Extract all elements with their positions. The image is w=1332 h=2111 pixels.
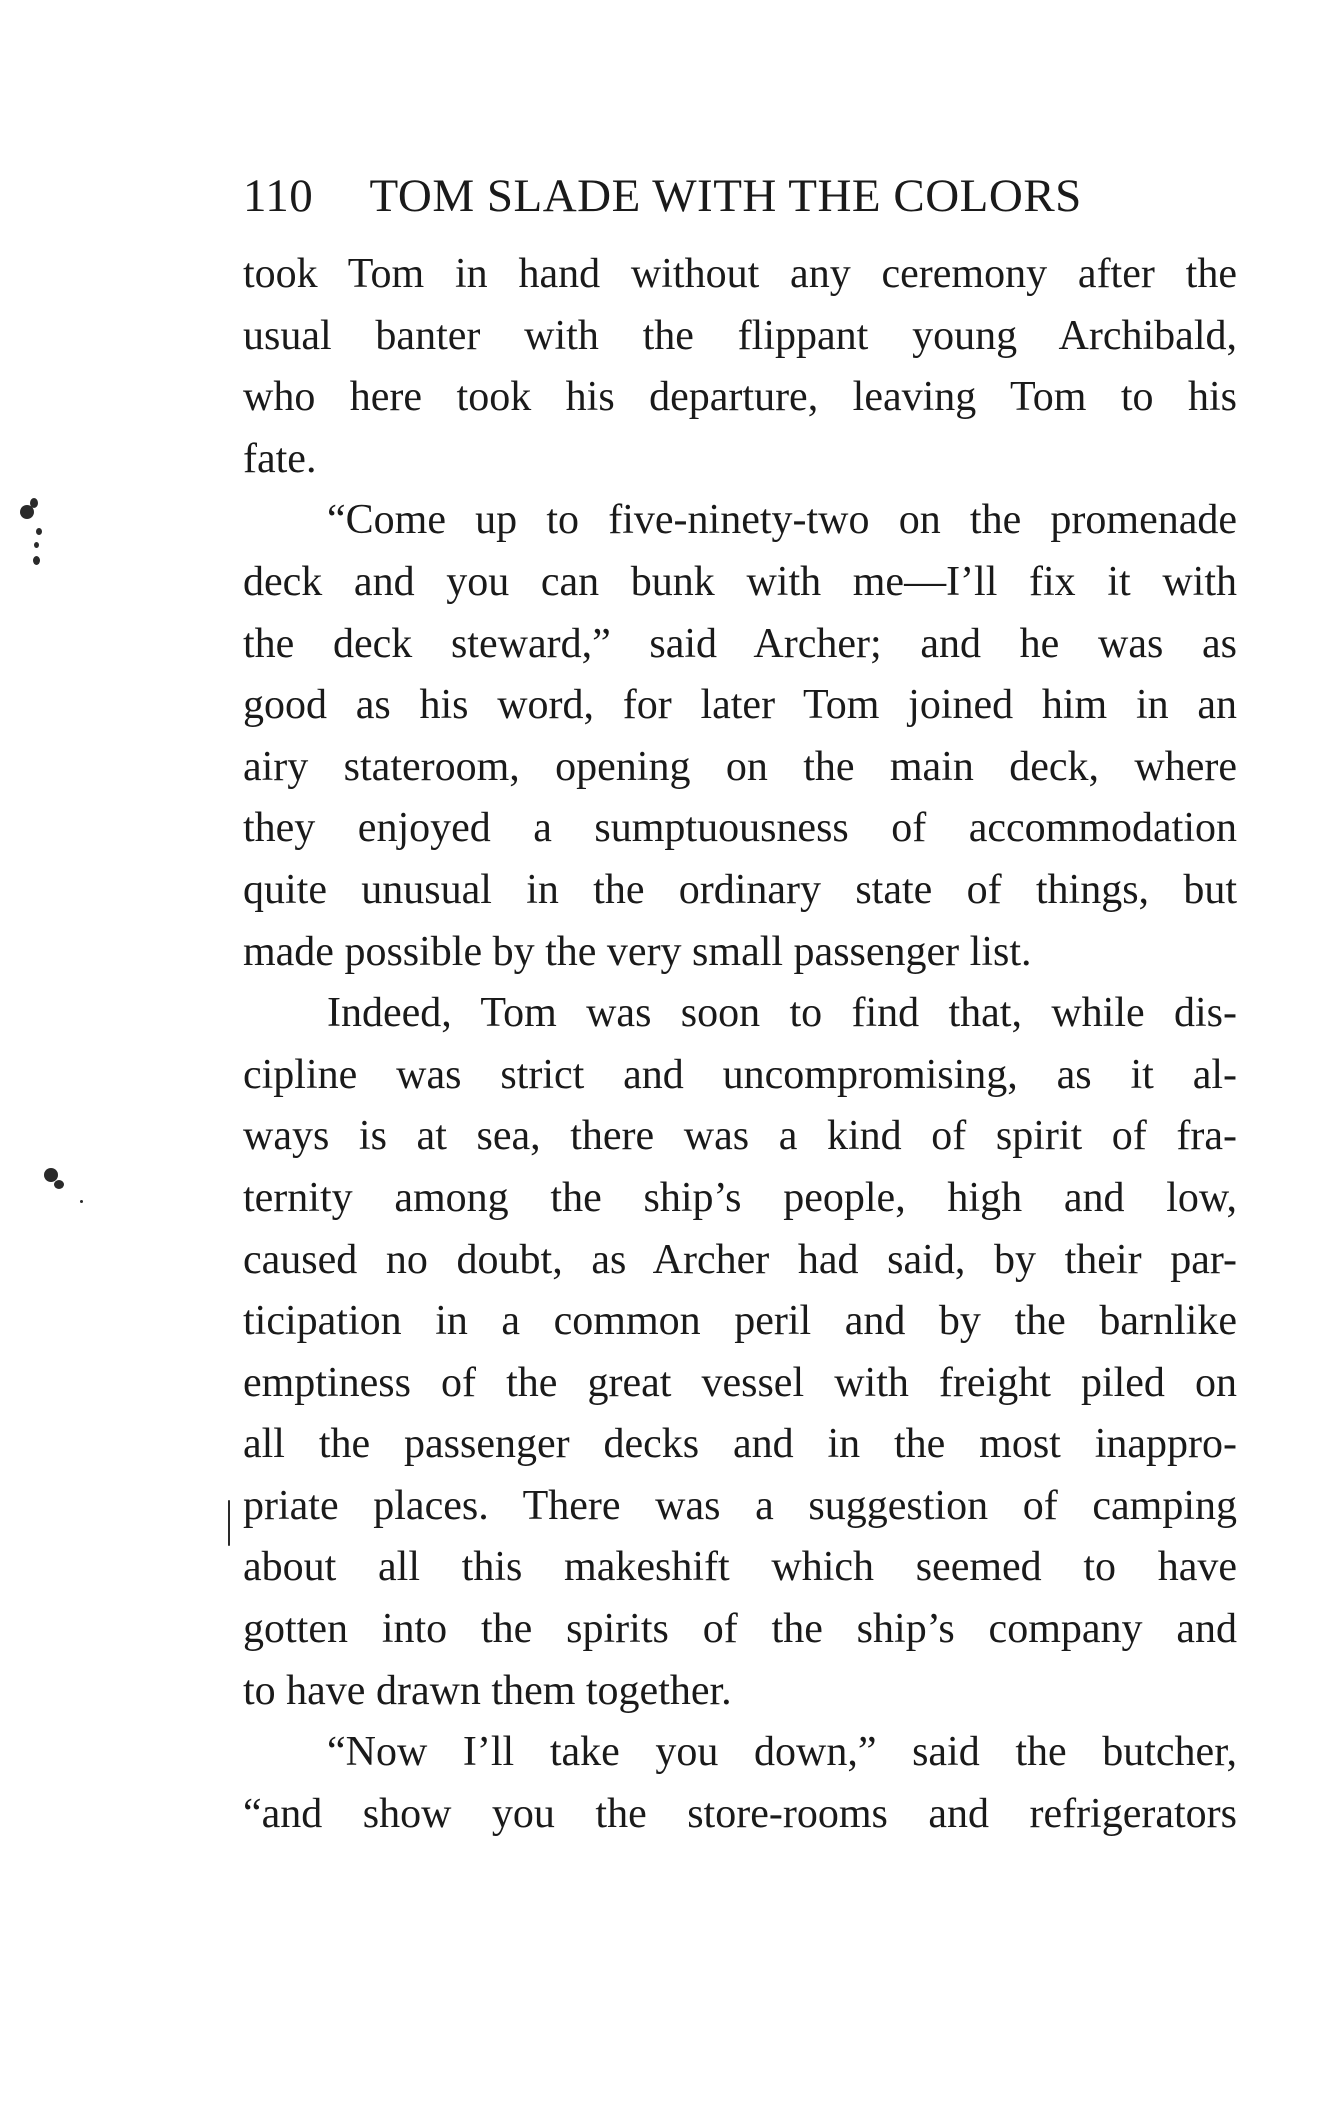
text-line: good as his word, for later Tom joined him in an <box>243 682 1237 729</box>
text-line: ticipation in a common peril and by the barnlike <box>243 1298 1237 1345</box>
text-line: “Come up to five-ninety-two on the promenade <box>327 497 1237 544</box>
text-line: about all this makeshift which seemed to have <box>243 1544 1237 1591</box>
text-line: all the passenger decks and in the most inappro- <box>243 1421 1237 1468</box>
text-line: caused no doubt, as Archer had said, by their par- <box>243 1236 1237 1283</box>
text-line: emptiness of the great vessel with freight piled on <box>243 1359 1237 1406</box>
text-line: gotten into the spirits of the ship’s company and <box>243 1606 1237 1653</box>
text-line: cipline was strict and uncompromising, as it al- <box>243 1051 1237 1098</box>
page-number: 110 <box>243 170 314 222</box>
text-line: the deck steward,” said Archer; and he was as <box>243 620 1237 667</box>
text-line: usual banter with the flippant young Archibald, <box>243 312 1237 359</box>
text-line: to have drawn them together. <box>243 1667 732 1714</box>
text-line: fate. <box>243 435 317 482</box>
text-line: “and show you the store-rooms and refrigerators <box>243 1790 1237 1837</box>
text-line: ways is at sea, there was a kind of spirit of fra- <box>243 1113 1237 1160</box>
text-line: they enjoyed a sumptuousness of accommodation <box>243 805 1237 852</box>
running-header <box>243 168 1233 224</box>
text-line: ternity among the ship’s people, high and low, <box>243 1174 1237 1221</box>
text-line: deck and you can bunk with me—I’ll fix it with <box>243 558 1237 605</box>
text-line: priate places. There was a suggestion of camping <box>243 1482 1237 1529</box>
text-line: took Tom in hand without any ceremony after the <box>243 251 1237 297</box>
text-line: made possible by the very small passenger list. <box>243 928 1032 975</box>
text-line: “Now I’ll take you down,” said the butcher, <box>327 1729 1237 1776</box>
running-title: TOM SLADE WITH THE COLORS <box>369 170 1082 222</box>
text-line: airy stateroom, opening on the main deck, where <box>243 743 1237 790</box>
body-text <box>243 244 1237 1845</box>
text-line: quite unusual in the ordinary state of things, but <box>243 866 1237 913</box>
text-line: Indeed, Tom was soon to find that, while dis- <box>327 990 1237 1037</box>
text-line: who here took his departure, leaving Tom to his <box>243 374 1237 421</box>
